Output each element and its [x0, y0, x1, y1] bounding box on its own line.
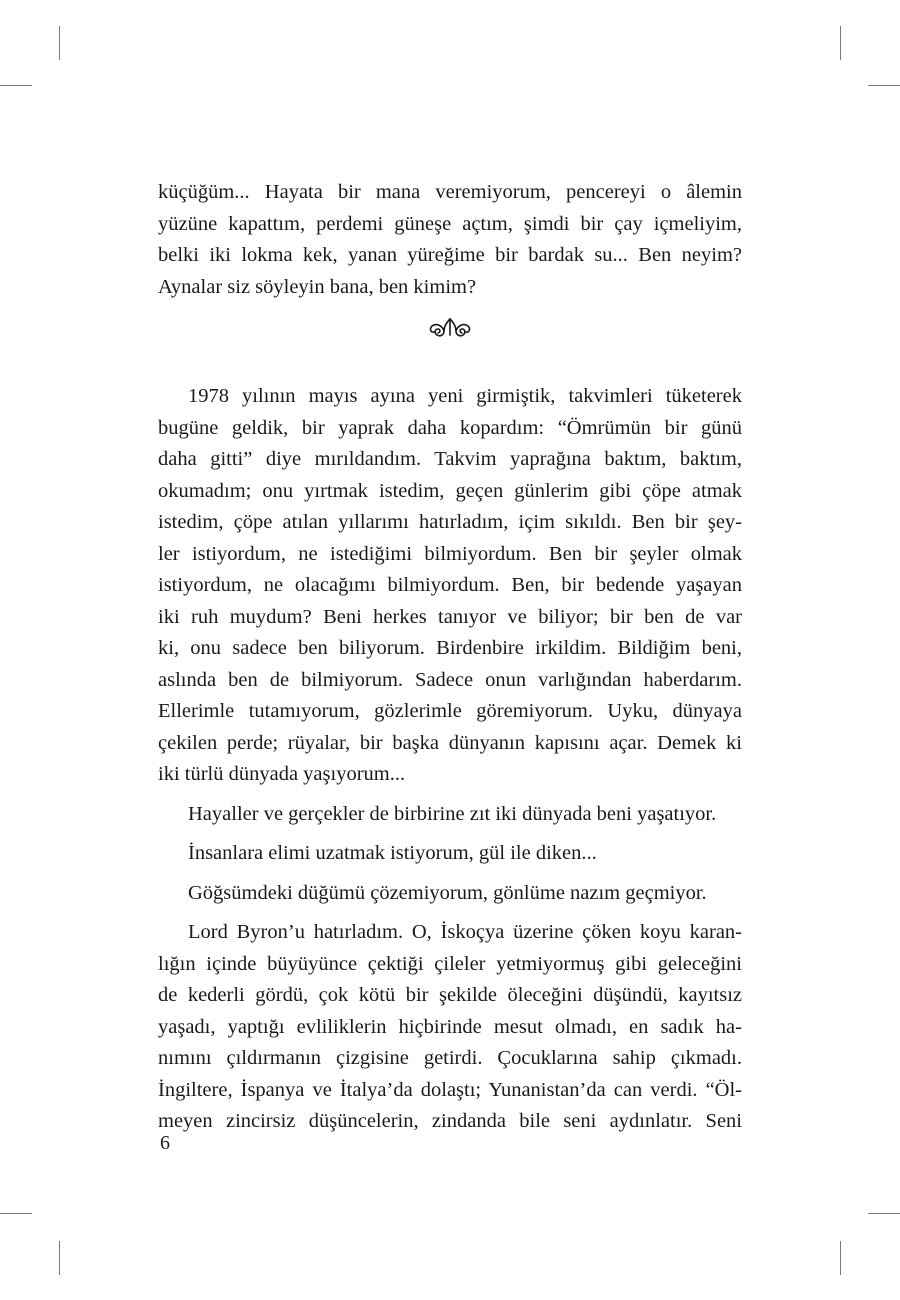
fleuron-icon [420, 313, 480, 343]
paragraph-5 [158, 878, 742, 910]
text-line: Aynalar siz söyleyin bana, ben kimim? [158, 275, 477, 298]
text-line: İnsanlara elimi uzatmak istiyorum, gül ile diken... [188, 842, 597, 864]
crop-mark [0, 85, 32, 86]
crop-mark [59, 26, 60, 60]
text-line: nımını çıldırmanın çizgisine getirdi. Çocuklarına sahip çıkmadı. [158, 1047, 742, 1069]
paragraph-3 [158, 799, 742, 831]
text-line: Hayaller ve gerçekler de birbirine zıt iki dünyada beni yaşatıyor. [188, 802, 717, 825]
text-line: iki ruh muydum? Beni herkes tanıyor ve biliyor; bir ben de var [158, 605, 742, 628]
crop-mark [59, 1241, 60, 1275]
page-number: 6 [160, 1132, 170, 1154]
text-line: ki, onu sadece ben biliyorum. Birdenbire irkildim. Bildiğim beni, [158, 637, 742, 659]
text-line: daha gitti” diye mırıldandım. Takvim yaprağına baktım, baktım, [158, 448, 742, 470]
text-line: iki türlü dünyada yaşıyorum... [158, 763, 406, 785]
crop-mark [0, 1213, 32, 1214]
text-line: meyen zincirsiz düşüncelerin, zindanda bile seni aydınlatır. Seni [158, 1110, 742, 1132]
section-divider [158, 303, 742, 381]
text-line: Göğsümdeki düğümü çözemiyorum, gönlüme nazım geçmiyor. [188, 881, 707, 904]
paragraph-1 [158, 177, 742, 303]
paragraph-6 [158, 917, 742, 1138]
paragraph-2 [158, 381, 742, 791]
text-line: okumadım; onu yırtmak istedim, geçen günlerim gibi çöpe atmak [158, 479, 742, 502]
text-line: yaşadı, yaptığı evliliklerin hiçbirinde mesut olmadı, en sadık ha- [158, 1015, 742, 1038]
body-text [158, 177, 742, 1138]
text-line: de kederli gördü, çok kötü bir şekilde öleceğini düşündü, kayıtsız [158, 984, 742, 1006]
text-line: belki iki lokma kek, yanan yüreğime bir bardak su... Ben neyim? [158, 244, 742, 266]
text-line: istiyordum, ne olacağımı bilmiyordum. Ben, bir bedende yaşayan [158, 574, 742, 596]
text-line: İngiltere, İspanya ve İtalya’da dolaştı; Yunanistan’da can verdi. “Öl- [158, 1078, 742, 1101]
crop-mark [868, 1213, 900, 1214]
text-line: yüzüne kapattım, perdemi güneşe açtım, şimdi bir çay içmeliyim, [158, 212, 742, 235]
text-line: istedim, çöpe atılan yıllarımı hatırladım, içim sıkıldı. Ben bir şey- [158, 511, 742, 533]
text-line: aslında ben de bilmiyorum. Sadece onun varlığından haberdarım. [158, 668, 742, 691]
crop-mark [868, 85, 900, 86]
text-line: Ellerimle tutamıyorum, gözlerimle göremiyorum. Uyku, dünyaya [158, 700, 742, 722]
text-line: çekilen perde; rüyalar, bir başka dünyanın kapısını açar. Demek ki [158, 731, 742, 754]
text-line: Lord Byron’u hatırladım. O, İskoçya üzerine çöken koyu karan- [188, 921, 742, 943]
text-line: lığın içinde büyüyünce çektiği çileler yetmiyormuş gibi geleceğini [158, 952, 742, 975]
paragraph-4 [158, 838, 742, 870]
text-line: ler istiyordum, ne istediğimi bilmiyordum. Ben bir şeyler olmak [158, 542, 742, 565]
crop-mark [840, 26, 841, 60]
crop-mark [840, 1241, 841, 1275]
text-line: 1978 yılının mayıs ayına yeni girmiştik, takvimleri tüketerek [188, 385, 742, 407]
text-line: bugüne geldik, bir yaprak daha kopardım: “Ömrümün bir günü [158, 416, 742, 439]
text-line: küçüğüm... Hayata bir mana veremiyorum, pencereyi o âlemin [158, 181, 742, 203]
